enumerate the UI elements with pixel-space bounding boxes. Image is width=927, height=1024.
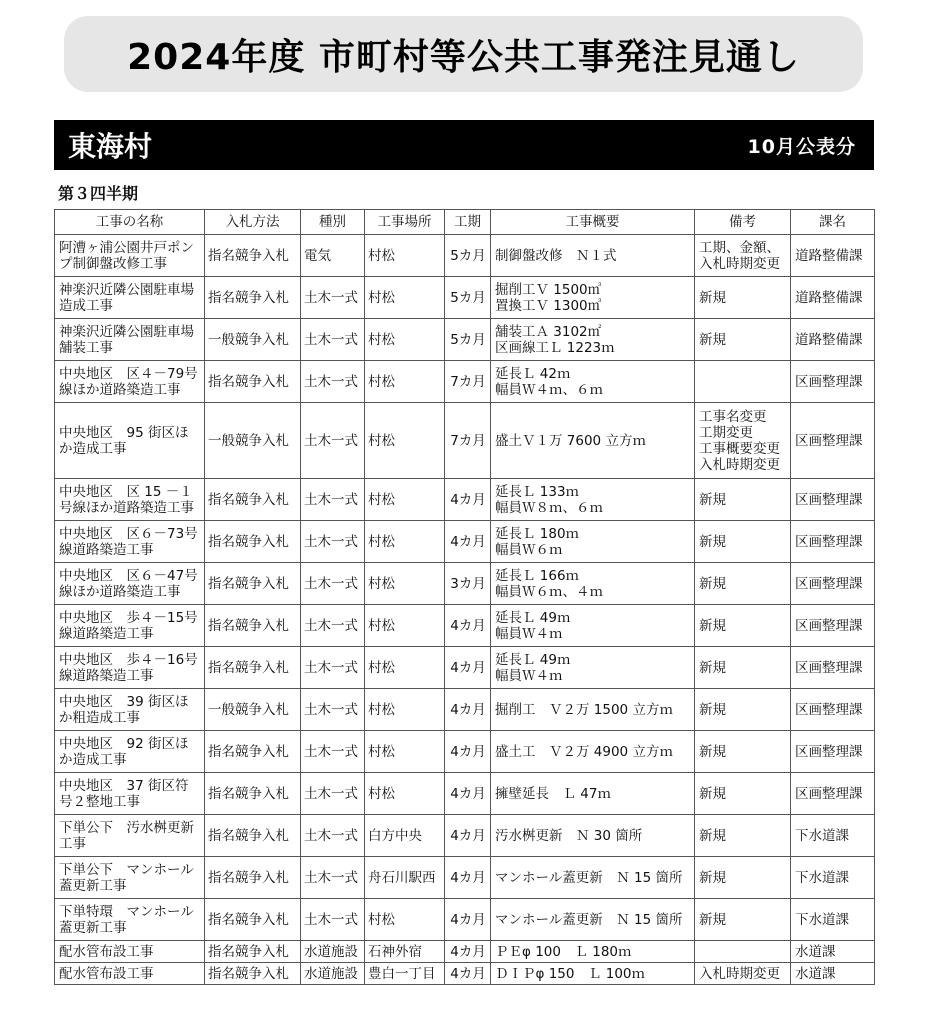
work-location-cell: 舟石川駅西 [365,857,445,899]
work-period-cell: 4カ月 [445,647,491,689]
work-summary-cell: 盛土Ｖ１万 7600 立方ｍ [491,403,695,479]
column-header: 工事の名称 [55,210,205,235]
work-name-cell: 下単特環 マンホール蓋更新工事 [55,899,205,941]
department-cell: 道路整備課 [791,319,875,361]
work-summary-cell: ＰＥφ 100 Ｌ 180ｍ [491,941,695,963]
column-header: 入札方法 [205,210,301,235]
work-type-cell: 土木一式 [301,403,365,479]
work-name-cell: 阿漕ヶ浦公園井戸ポンプ制御盤改修工事 [55,235,205,277]
work-location-cell: 石神外宿 [365,941,445,963]
notes-cell: 新規 [695,857,791,899]
work-summary-cell: 掘削工 Ｖ２万 1500 立方ｍ [491,689,695,731]
table-row [55,563,875,605]
work-name-cell: 中央地区 区６－73号線道路築造工事 [55,521,205,563]
work-type-cell: 土木一式 [301,319,365,361]
table-row [55,605,875,647]
bid-method-cell: 指名競争入札 [205,361,301,403]
work-type-cell: 土木一式 [301,731,365,773]
bid-method-cell: 指名競争入札 [205,899,301,941]
work-period-cell: 4カ月 [445,521,491,563]
department-cell: 区画整理課 [791,403,875,479]
work-name-cell: 配水管布設工事 [55,963,205,985]
department-cell: 下水道課 [791,815,875,857]
work-type-cell: 電気 [301,235,365,277]
bid-method-cell: 指名競争入札 [205,857,301,899]
bid-method-cell: 指名競争入札 [205,605,301,647]
work-type-cell: 水道施設 [301,941,365,963]
work-type-cell: 土木一式 [301,815,365,857]
notes-cell: 入札時期変更 [695,963,791,985]
work-location-cell: 村松 [365,899,445,941]
notes-cell: 工事名変更 工期変更 工事概要変更 入札時期変更 [695,403,791,479]
work-type-cell: 土木一式 [301,605,365,647]
work-location-cell: 村松 [365,521,445,563]
work-name-cell: 中央地区 歩４－16号線道路築造工事 [55,647,205,689]
table-row [55,277,875,319]
work-name-cell: 中央地区 39 街区ほか粗造成工事 [55,689,205,731]
bid-method-cell: 指名競争入札 [205,235,301,277]
work-summary-cell: マンホール蓋更新 Ｎ 15 箇所 [491,857,695,899]
bid-method-cell: 一般競争入札 [205,689,301,731]
department-cell: 区画整理課 [791,563,875,605]
work-period-cell: 4カ月 [445,605,491,647]
work-period-cell: 7カ月 [445,361,491,403]
department-cell: 道路整備課 [791,277,875,319]
column-header: 工期 [445,210,491,235]
department-cell: 水道課 [791,963,875,985]
work-name-cell: 下単公下 汚水桝更新工事 [55,815,205,857]
bid-method-cell: 指名競争入札 [205,563,301,605]
work-location-cell: 村松 [365,361,445,403]
work-type-cell: 土木一式 [301,773,365,815]
title-banner [64,16,863,92]
bid-method-cell: 一般競争入札 [205,403,301,479]
notes-cell: 新規 [695,773,791,815]
notes-cell: 工期、金額、 入札時期変更 [695,235,791,277]
work-type-cell: 水道施設 [301,963,365,985]
bid-method-cell: 指名競争入札 [205,277,301,319]
notes-cell: 新規 [695,479,791,521]
work-name-cell: 下単公下 マンホール蓋更新工事 [55,857,205,899]
work-location-cell: 村松 [365,731,445,773]
department-cell: 区画整理課 [791,605,875,647]
work-period-cell: 5カ月 [445,235,491,277]
work-location-cell: 村松 [365,773,445,815]
work-type-cell: 土木一式 [301,361,365,403]
municipality-name: 東海村 [68,130,153,163]
work-period-cell: 5カ月 [445,277,491,319]
work-location-cell: 村松 [365,277,445,319]
table-row [55,963,875,985]
work-location-cell: 村松 [365,403,445,479]
bid-method-cell: 指名競争入札 [205,731,301,773]
table-row [55,479,875,521]
notes-cell [695,941,791,963]
table-row [55,731,875,773]
work-type-cell: 土木一式 [301,857,365,899]
bid-method-cell: 一般競争入札 [205,319,301,361]
notes-cell: 新規 [695,521,791,563]
work-name-cell: 神楽沢近隣公園駐車場舗装工事 [55,319,205,361]
work-summary-cell: 延長Ｌ 180ｍ 幅員Ｗ６ｍ [491,521,695,563]
work-location-cell: 村松 [365,479,445,521]
table-row [55,773,875,815]
department-cell: 道路整備課 [791,235,875,277]
work-period-cell: 4カ月 [445,857,491,899]
column-header: 種別 [301,210,365,235]
department-cell: 区画整理課 [791,773,875,815]
department-cell: 水道課 [791,941,875,963]
work-name-cell: 中央地区 92 街区ほか造成工事 [55,731,205,773]
notes-cell: 新規 [695,689,791,731]
department-cell: 区画整理課 [791,521,875,563]
notes-cell: 新規 [695,605,791,647]
work-type-cell: 土木一式 [301,899,365,941]
work-period-cell: 4カ月 [445,815,491,857]
department-cell: 区画整理課 [791,731,875,773]
work-location-cell: 村松 [365,235,445,277]
work-summary-cell: 延長Ｌ 49ｍ 幅員Ｗ４ｍ [491,647,695,689]
notes-cell: 新規 [695,899,791,941]
work-type-cell: 土木一式 [301,563,365,605]
table-row [55,647,875,689]
work-name-cell: 配水管布設工事 [55,941,205,963]
work-period-cell: 5カ月 [445,319,491,361]
work-summary-cell: 延長Ｌ 166ｍ 幅員Ｗ６ｍ、４ｍ [491,563,695,605]
table-row [55,941,875,963]
table-row [55,319,875,361]
work-type-cell: 土木一式 [301,479,365,521]
work-type-cell: 土木一式 [301,689,365,731]
work-period-cell: 4カ月 [445,479,491,521]
column-header: 工事場所 [365,210,445,235]
work-summary-cell: 延長Ｌ 49ｍ 幅員Ｗ４ｍ [491,605,695,647]
work-location-cell: 村松 [365,319,445,361]
notes-cell: 新規 [695,815,791,857]
notes-cell: 新規 [695,731,791,773]
work-summary-cell: ＤＩＰφ 150 Ｌ 100ｍ [491,963,695,985]
department-cell: 下水道課 [791,899,875,941]
work-name-cell: 中央地区 区６－47号線ほか道路築造工事 [55,563,205,605]
bid-method-cell: 指名競争入札 [205,963,301,985]
work-name-cell: 中央地区 95 街区ほか造成工事 [55,403,205,479]
work-summary-cell: 汚水桝更新 Ｎ 30 箇所 [491,815,695,857]
department-cell: 区画整理課 [791,361,875,403]
work-type-cell: 土木一式 [301,647,365,689]
work-period-cell: 4カ月 [445,899,491,941]
quarter-heading: 第３四半期 [58,184,139,203]
work-name-cell: 中央地区 歩４－15号線道路築造工事 [55,605,205,647]
work-period-cell: 4カ月 [445,963,491,985]
work-name-cell: 神楽沢近隣公園駐車場造成工事 [55,277,205,319]
department-cell: 区画整理課 [791,689,875,731]
work-summary-cell: 舗装工Ａ 3102㎡ 区画線工Ｌ 1223ｍ [491,319,695,361]
table-row [55,361,875,403]
work-period-cell: 4カ月 [445,689,491,731]
table-row [55,521,875,563]
notes-cell: 新規 [695,277,791,319]
page-title: 2024年度 市町村等公共工事発注見通し [127,36,800,78]
bid-method-cell: 指名競争入札 [205,815,301,857]
work-summary-cell: マンホール蓋更新 Ｎ 15 箇所 [491,899,695,941]
notes-cell: 新規 [695,647,791,689]
work-summary-cell: 延長Ｌ 133ｍ 幅員Ｗ８ｍ、６ｍ [491,479,695,521]
table-row [55,815,875,857]
work-summary-cell: 掘削工Ｖ 1500㎥ 置換工Ｖ 1300㎥ [491,277,695,319]
work-summary-cell: 制御盤改修 Ｎ１式 [491,235,695,277]
work-location-cell: 村松 [365,563,445,605]
work-period-cell: 7カ月 [445,403,491,479]
work-location-cell: 村松 [365,689,445,731]
work-period-cell: 4カ月 [445,941,491,963]
table-row [55,899,875,941]
work-summary-cell: 盛土工 Ｖ２万 4900 立方ｍ [491,731,695,773]
table-header-row [55,210,875,235]
column-header: 課名 [791,210,875,235]
department-cell: 区画整理課 [791,479,875,521]
work-type-cell: 土木一式 [301,521,365,563]
work-type-cell: 土木一式 [301,277,365,319]
work-period-cell: 4カ月 [445,773,491,815]
notes-cell: 新規 [695,319,791,361]
table-row [55,689,875,731]
bid-method-cell: 指名競争入札 [205,479,301,521]
bid-method-cell: 指名競争入札 [205,941,301,963]
column-header: 工事概要 [491,210,695,235]
work-location-cell: 白方中央 [365,815,445,857]
bid-method-cell: 指名競争入札 [205,773,301,815]
table-row [55,235,875,277]
notes-cell: 新規 [695,563,791,605]
work-name-cell: 中央地区 区４－79号線ほか道路築造工事 [55,361,205,403]
work-summary-cell: 擁壁延長 Ｌ 47ｍ [491,773,695,815]
bid-method-cell: 指名競争入札 [205,647,301,689]
table-row [55,857,875,899]
work-location-cell: 村松 [365,605,445,647]
column-header: 備考 [695,210,791,235]
work-name-cell: 中央地区 区 15 －１号線ほか道路築造工事 [55,479,205,521]
work-location-cell: 豊白一丁目 [365,963,445,985]
table-row [55,403,875,479]
municipality-header-bar [54,120,874,170]
notes-cell [695,361,791,403]
work-name-cell: 中央地区 37 街区符号２整地工事 [55,773,205,815]
announcement-label: 10月公表分 [747,135,856,158]
work-period-cell: 4カ月 [445,731,491,773]
construction-schedule-table [54,209,875,985]
work-location-cell: 村松 [365,647,445,689]
department-cell: 下水道課 [791,857,875,899]
work-summary-cell: 延長Ｌ 42ｍ 幅員Ｗ４ｍ、６ｍ [491,361,695,403]
department-cell: 区画整理課 [791,647,875,689]
work-period-cell: 3カ月 [445,563,491,605]
bid-method-cell: 指名競争入札 [205,521,301,563]
